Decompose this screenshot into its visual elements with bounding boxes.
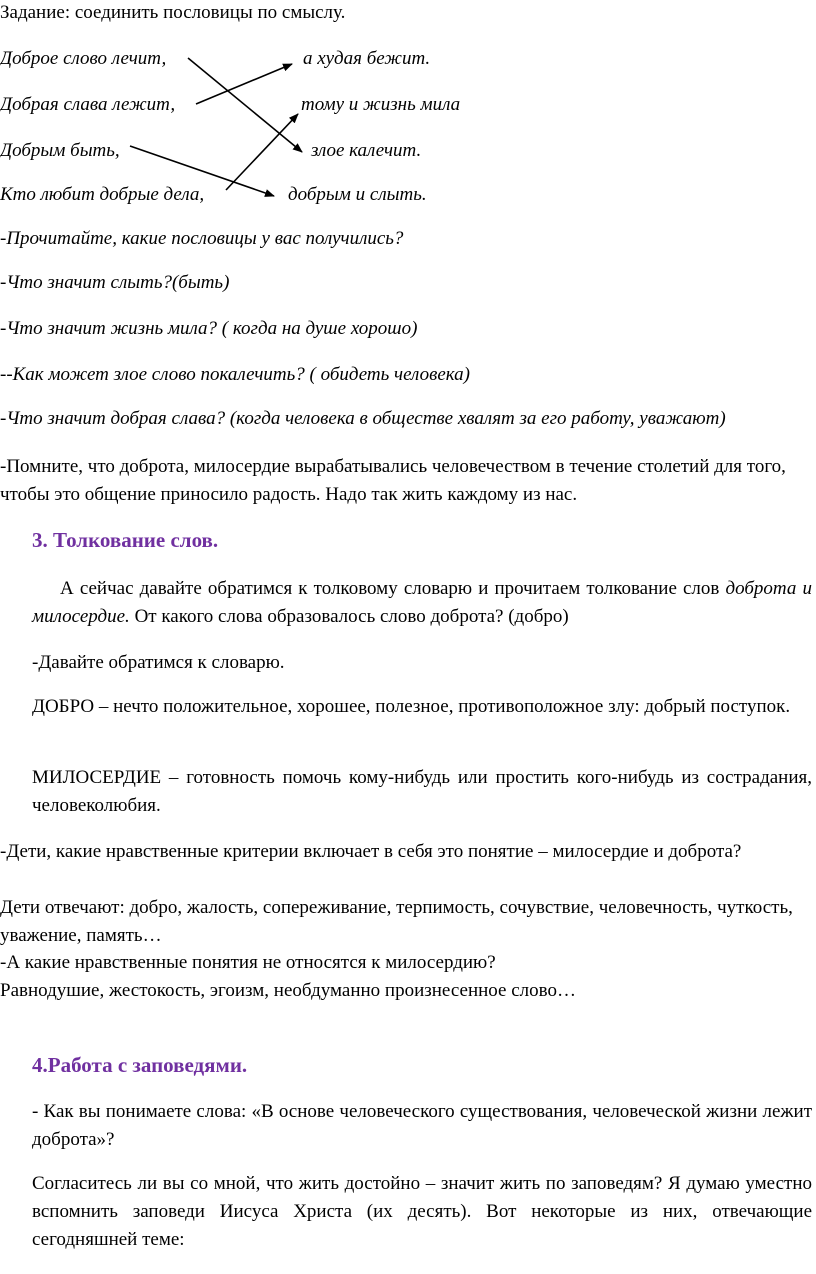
dictionary-prompt: -Давайте обратимся к словарю. bbox=[32, 652, 285, 673]
definition-dobro: ДОБРО – нечто положительное, хорошее, полезное, противоположное злу: добрый поступок. bbox=[32, 696, 791, 717]
question-criteria: -Дети, какие нравственные критерии включает в себя это понятие – милосердие и доброта? bbox=[0, 841, 742, 862]
proverb-left-1: Доброе слово лечит, bbox=[0, 48, 167, 69]
proverb-right-2: тому и жизнь мила bbox=[301, 94, 461, 115]
proverb-right-3: злое калечит. bbox=[311, 140, 422, 161]
section-4-question: - Как вы понимаете слова: «В основе человеческого существования, человеческой жизни лежит доброта»? bbox=[32, 1101, 812, 1150]
section-3-intro bbox=[32, 575, 812, 631]
question-not-related: -А какие нравственные понятия не относятся к милосердию? bbox=[0, 952, 496, 973]
answer-not-related: Равнодушие, жестокость, эгоизм, необдуманно произнесенное слово… bbox=[0, 980, 576, 1001]
intro-text-b: От какого слова образовалось слово доброта? (добро) bbox=[129, 606, 569, 627]
arrow-1-to-3 bbox=[188, 58, 302, 152]
proverb-left-2: Добрая слава лежит, bbox=[0, 94, 176, 115]
proverb-right-1: а худая бежит. bbox=[303, 48, 431, 69]
proverb-right-4: добрым и слыть. bbox=[288, 184, 427, 205]
section-4-heading: 4.Работа с заповедями. bbox=[32, 1053, 248, 1077]
question-4: --Как может злое слово покалечить? ( обидеть человека) bbox=[0, 364, 470, 385]
definition-miloserdie: МИЛОСЕРДИЕ – готовность помочь кому-нибудь или простить кого-нибудь из сострадания, человеколюбия. bbox=[32, 767, 812, 816]
question-3: -Что значит жизнь мила? ( когда на душе хорошо) bbox=[0, 318, 418, 339]
matching-arrows bbox=[0, 0, 816, 220]
section-3-heading: 3. Толкование слов. bbox=[32, 528, 219, 552]
intro-text-a: А сейчас давайте обратимся к толковому словарю и прочитаем толкование слов bbox=[60, 578, 726, 599]
task-line: Задание: соединить пословицы по смыслу. bbox=[0, 2, 346, 23]
proverb-left-3: Добрым быть, bbox=[0, 140, 120, 161]
proverb-left-4: Кто любит добрые дела, bbox=[0, 184, 205, 205]
section-4-paragraph: Согласитесь ли вы со мной, что жить достойно – значит жить по заповедям? Я думаю уместно вспомнить заповеди Иисуса Христа (их десять). Вот некоторые из них, отвечающие сегодняшней теме: bbox=[32, 1173, 812, 1250]
intro-italic-terms: доброта и милосердие. bbox=[32, 578, 812, 627]
remember-paragraph: -Помните, что доброта, милосердие вырабатывались человечеством в течение столетий для того, чтобы это общение приносило радость. Надо так жить каждому из нас. bbox=[0, 456, 786, 505]
question-1: -Прочитайте, какие пословицы у вас получились? bbox=[0, 228, 404, 249]
question-2: -Что значит слыть?(быть) bbox=[0, 272, 230, 293]
answer-criteria: Дети отвечают: добро, жалость, сопереживание, терпимость, сочувствие, человечность, чуткость, уважение, память… bbox=[0, 897, 793, 946]
arrow-4-to-2 bbox=[226, 114, 298, 190]
question-5: -Что значит добрая слава? (когда человека в обществе хвалят за его работу, уважают) bbox=[0, 408, 726, 429]
arrow-2-to-1 bbox=[196, 64, 292, 104]
arrow-3-to-4 bbox=[130, 146, 274, 196]
